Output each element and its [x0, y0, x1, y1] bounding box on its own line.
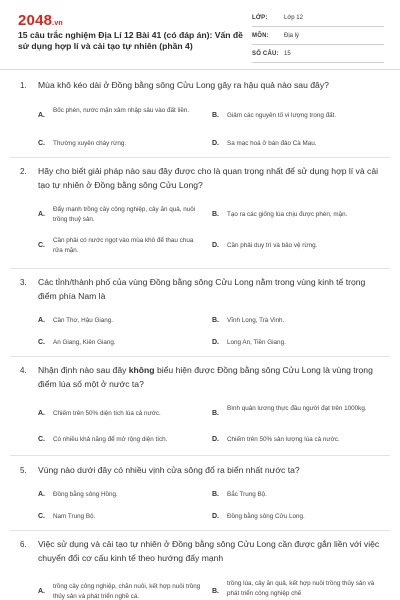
- option-text: Đồng bằng sông Cửu Long.: [227, 513, 305, 520]
- question-text: Các tỉnh/thành phố của vùng Đồng bằng sông Cửu Long nằm trong vùng kinh tế trọng điểm phía Nam là: [38, 277, 366, 301]
- question-divider: [10, 530, 390, 531]
- option-letter: B.: [212, 112, 219, 119]
- option-text: Vĩnh Long, Trà Vinh.: [227, 317, 285, 324]
- question-divider: [10, 455, 390, 456]
- option-letter: D.: [212, 339, 219, 346]
- info-value: Địa lý: [284, 33, 300, 39]
- option-text: Tạo ra các giống lúa chịu được phèn, mặn.: [227, 211, 348, 218]
- option-text: Cần Thơ, Hậu Giang.: [53, 317, 114, 324]
- question-divider: [10, 157, 390, 158]
- emphasis-word: không: [128, 365, 155, 375]
- question-number: 2.: [20, 167, 27, 176]
- question-number: 3.: [20, 278, 27, 287]
- option-letter: D.: [212, 242, 219, 249]
- option-letter: C.: [38, 140, 45, 147]
- option-text: Cần phải có nước ngọt vào mùa khô để thau chua rửa mặn.: [53, 237, 194, 254]
- info-row-count: [252, 48, 384, 63]
- header-divider: [0, 69, 400, 70]
- option-letter: D.: [212, 513, 219, 520]
- info-row-class: [252, 12, 384, 27]
- option-letter: A.: [38, 317, 45, 324]
- site-logo[interactable]: 2048.vn: [18, 12, 63, 29]
- question-text: Mùa khô kéo dài ở Đồng bằng sông Cửu Long gây ra hậu quả nào sau đây?: [38, 80, 329, 90]
- option-letter: A.: [38, 211, 45, 218]
- option-text: Long An, Tiền Giang.: [227, 339, 286, 346]
- option-letter: D.: [212, 436, 219, 443]
- option-letter: C.: [38, 513, 45, 520]
- option-text: Đồng bằng sông Hồng.: [53, 491, 118, 498]
- option-text: Bình quân lương thực đầu người đạt trên 1000kg.: [227, 405, 367, 412]
- option-text: Cần phải duy trì và bảo vệ rừng.: [227, 242, 318, 249]
- option-text: Bốc phèn, nước mặn xâm nhập sâu vào đất liền.: [53, 107, 190, 114]
- question-number: 4.: [20, 366, 27, 375]
- question-divider: [10, 356, 390, 357]
- option-letter: C.: [38, 242, 45, 249]
- option-text: Giảm các nguyên tố vi lượng trong đất.: [227, 112, 337, 119]
- option-text: trồng cây công nghiệp, chăn nuôi, kết hợp nuôi trồng thủy sản và phát triển nghề cá.: [53, 583, 201, 600]
- question-text: Việc sử dụng và cải tạo tự nhiên ở Đồng bằng sông Cửu Long cần được gắn liền với việc chuyển đổi cơ cấu kinh tế theo hướng đẩy mạnh: [38, 539, 380, 563]
- question-number: 5.: [20, 466, 27, 475]
- option-letter: B.: [212, 211, 219, 218]
- question-number: 6.: [20, 540, 27, 549]
- question-number: 1.: [20, 81, 27, 90]
- option-text: Nam Trung Bộ.: [53, 513, 96, 520]
- document-header: [0, 0, 400, 70]
- option-letter: B.: [212, 491, 219, 498]
- info-value: 15: [284, 51, 291, 57]
- option-letter: C.: [38, 339, 45, 346]
- info-value: Lớp 12: [284, 15, 303, 21]
- option-letter: B.: [212, 410, 219, 417]
- question-text: Vùng nào dưới đây có nhiều vịnh cửa sông đổ ra biển nhất nước ta?: [38, 465, 300, 475]
- info-panel: [252, 12, 384, 66]
- option-letter: A.: [38, 112, 45, 119]
- option-text: An Giang, Kiên Giang.: [53, 339, 116, 346]
- page-title: 15 câu trắc nghiệm Địa Lí 12 Bài 41 (có đáp án): Vấn đề sử dụng hợp lí và cải tạo tự nhiên (phần 4): [18, 30, 243, 51]
- question-divider: [10, 268, 390, 269]
- info-key: MÔN:: [252, 33, 269, 39]
- option-letter: A.: [38, 588, 45, 595]
- option-letter: A.: [38, 491, 45, 498]
- option-text: Chiếm trên 50% sản lượng lúa cả nước.: [227, 436, 340, 443]
- option-letter: A.: [38, 410, 45, 417]
- option-letter: B.: [212, 588, 219, 595]
- question-text: Nhận định nào sau đây không biểu hiện được Đồng bằng sông Cửu Long là vùng trọng điểm lúa số một ở nước ta?: [38, 365, 373, 389]
- option-letter: B.: [212, 317, 219, 324]
- option-text: Có nhiều khả năng để mở rộng diện tích.: [53, 436, 168, 443]
- question-text: Hãy cho biết giải pháp nào sau đây được cho là quan trọng nhất để sử dụng hợp lí và cải tạo tự nhiên ở Đồng bằng sông Cửu Long?: [38, 166, 379, 190]
- option-letter: D.: [212, 140, 219, 147]
- info-row-subject: [252, 30, 384, 45]
- option-text: Chiếm trên 50% diện tích lúa cả nước.: [53, 410, 161, 417]
- info-key: SỐ CÂU:: [252, 51, 279, 57]
- option-text: trồng lúa, cây ăn quả, kết hợp nuôi trồng thủy sản và phát triển công nghiệp chế: [227, 580, 375, 597]
- option-text: Thường xuyên cháy rừng.: [53, 140, 127, 147]
- info-key: LỚP:: [252, 15, 268, 21]
- option-letter: C.: [38, 436, 45, 443]
- option-text: Sa mạc hoá ở bán đảo Cà Mau.: [227, 140, 317, 147]
- option-text: Đẩy mạnh trồng cây công nghiệp, cây ăn quả, nuôi trồng thuỷ sản.: [53, 206, 196, 223]
- option-text: Bắc Trung Bộ.: [227, 491, 267, 498]
